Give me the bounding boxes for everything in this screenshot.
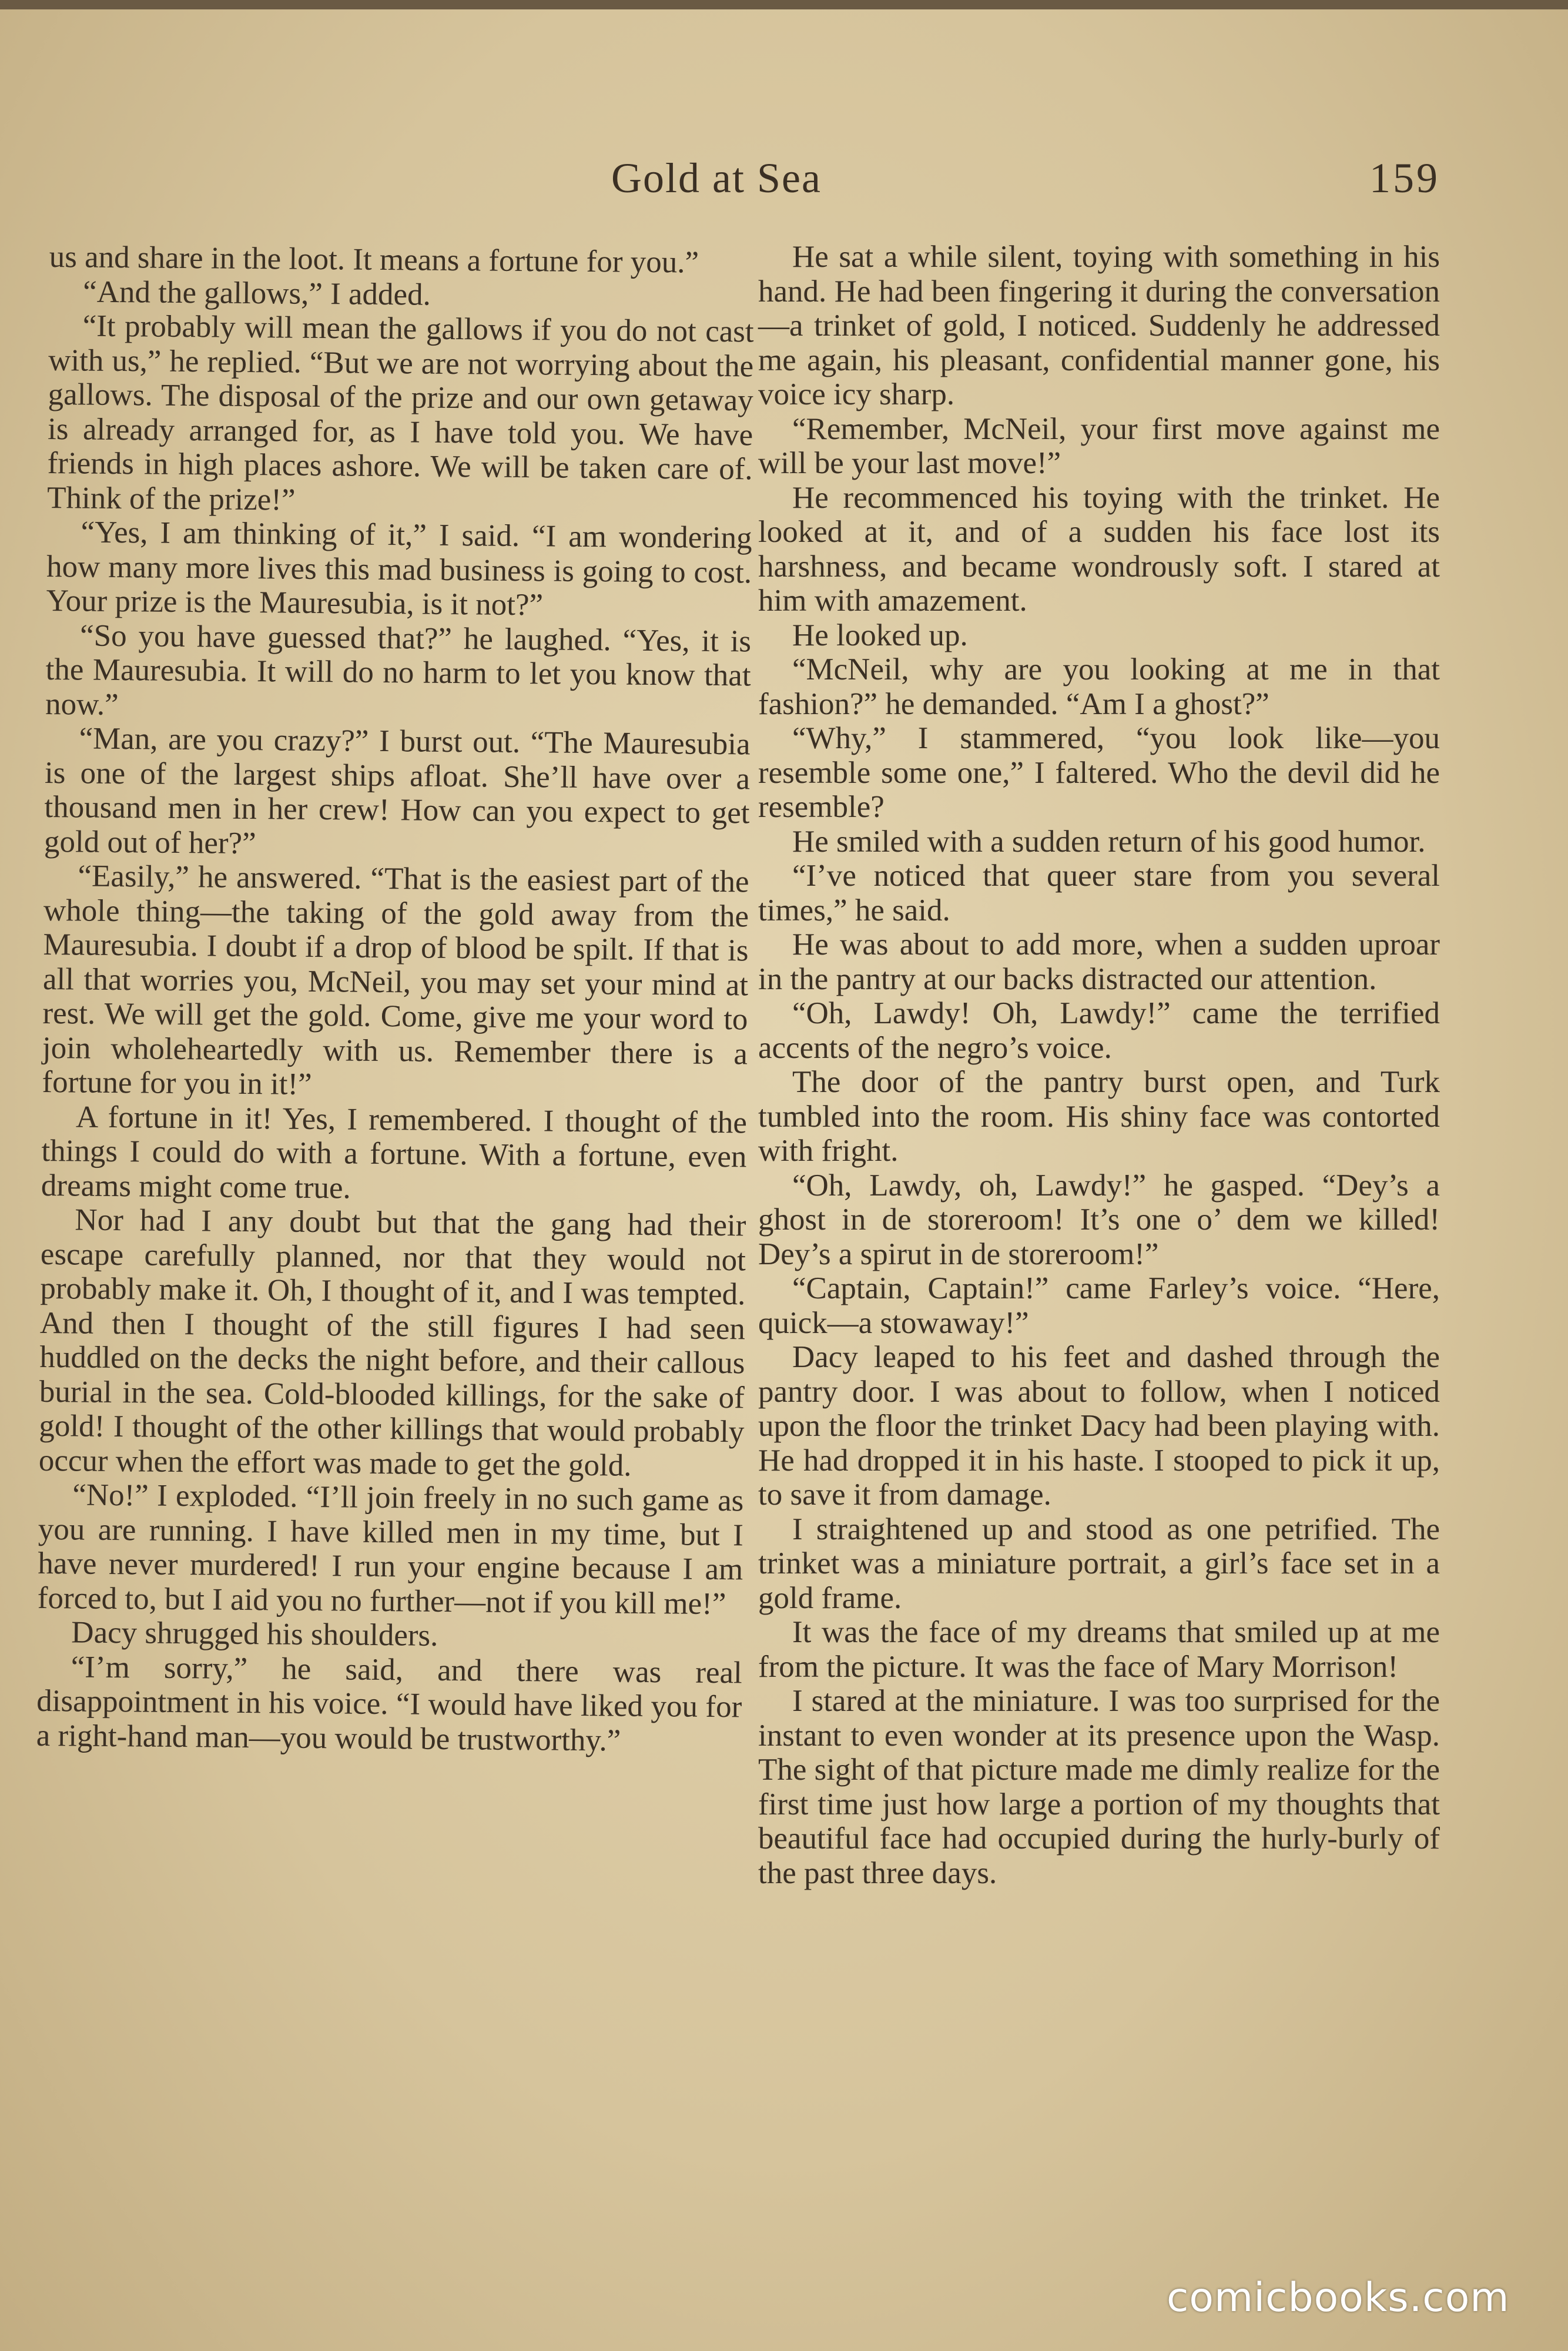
paragraph: Dacy leaped to his feet and dashed through the pantry door. I was about to follow, when I noticed upon the floor the trinket Dacy had been playing with. He had dropped it in his haste. I stooped to pick it up, to save it from damage. — [758, 1340, 1440, 1512]
paragraph: “No!” I exploded. “I’ll join freely in no such game as you are running. I have killed men in my time, but I have never murdered! I run your engine because I am forced to, but I aid you no further—not if you kill me!” — [37, 1478, 744, 1621]
paragraph: us and share in the loot. It means a fortune for you.” — [49, 240, 699, 280]
paragraph: “I’m sorry,” he said, and there was real disappointment in his voice. “I would have liked you for a right-hand man—you would be trustworthy.” — [36, 1649, 743, 1758]
paragraph: Dacy shrugged his shoulders. — [71, 1615, 438, 1653]
paragraph: He was about to add more, when a sudden uproar in the pantry at our backs distracted our attention. — [758, 927, 1440, 996]
paragraph: “Oh, Lawdy! Oh, Lawdy!” came the terrified accents of the negro’s voice. — [758, 996, 1440, 1065]
running-header — [0, 154, 1568, 207]
paragraph: “Captain, Captain!” came Farley’s voice. “Here, quick—a stowaway!” — [758, 1271, 1440, 1340]
page-top-edge — [0, 0, 1568, 9]
paragraph: A fortune in it! Yes, I remembered. I thought of the things I could do with a fortune. With a fortune, even dreams might come true. — [41, 1099, 748, 1205]
paragraph: “It probably will mean the gallows if you do not cast with us,” he replied. “But we are not worrying about the gallows. The disposal of the prize and our own getaway is already arranged for, as I have told you. We have friends in high places ashore. We will be taken care of. Think of the prize!” — [46, 309, 754, 517]
running-title: Gold at Sea — [611, 155, 822, 202]
paragraph: “Remember, McNeil, your first move against me will be your last move!” — [758, 411, 1440, 480]
page-number: 159 — [1369, 155, 1440, 202]
text-column-left — [36, 240, 755, 1759]
paragraph: “McNeil, why are you looking at me in that fashion?” he demanded. “Am I a ghost?” — [758, 652, 1440, 721]
paragraph: He recommenced his toying with the trinket. He looked at it, and of a sudden his face lost its harshness, and became wondrously soft. I stared at him with amazement. — [758, 480, 1440, 618]
paragraph: I stared at the miniature. I was too surprised for the instant to even wonder at its presence upon the Wasp. The sight of that picture made me dimly realize for the first time just how large a portion of my thoughts that beautiful face had occupied during the hurly-burly of the past three days. — [758, 1684, 1440, 1890]
paragraph: Nor had I any doubt but that the gang had their escape carefully planned, nor that they would not probably make it. Oh, I thought of it, and I was tempted. And then I thought of the still figures I had seen huddled on the decks the night before, and their callous burial in the sea. Cold-blooded killings, for the sake of gold! I thought of the other killings that would probably occur when the effort was made to get the gold. — [38, 1203, 746, 1483]
paragraph: “Man, are you crazy?” I burst out. “The Mauresubia is one of the largest ships afloat. She’ll have over a thousand men in her crew! How can you expect to get gold out of her?” — [43, 721, 751, 860]
paragraph: It was the face of my dreams that smiled up at me from the picture. It was the face of Mary Morrison! — [758, 1615, 1440, 1684]
paragraph: He smiled with a sudden return of his good humor. — [792, 824, 1426, 859]
paragraph: “So you have guessed that?” he laughed. “Yes, it is the Mauresubia. It will do no harm to let you know that now.” — [45, 618, 752, 722]
paragraph: He looked up. — [792, 618, 968, 652]
paragraph: “Yes, I am thinking of it,” I said. “I am wondering how many more lives this mad business is going to cost. Your prize is the Mauresubia, is it not?” — [46, 515, 752, 622]
paragraph: “Easily,” he answered. “That is the easiest part of the whole thing—the taking of the gold away from the Mauresubia. I doubt if a drop of blood be spilt. If that is all that worries you, McNeil, you may set your mind at rest. We will get the gold. Come, give me your word to join wholeheartedly with us. Remember there is a fortune for you in it!” — [42, 859, 749, 1101]
paragraph: “I’ve noticed that queer stare from you several times,” he said. — [758, 859, 1440, 927]
paragraph: “Oh, Lawdy, oh, Lawdy!” he gasped. “Dey’s a ghost in de storeroom! It’s one o’ dem we killed! Dey’s a spirut in de storeroom!” — [758, 1168, 1440, 1271]
watermark: comicbooks.com — [1167, 2275, 1510, 2321]
paragraph: The door of the pantry burst open, and Turk tumbled into the room. His shiny face was contorted with fright. — [758, 1065, 1440, 1168]
paragraph: I straightened up and stood as one petrified. The trinket was a miniature portrait, a girl’s face set in a gold frame. — [758, 1512, 1440, 1615]
paragraph: He sat a while silent, toying with something in his hand. He had been fingering it during the conversation—a trinket of gold, I noticed. Suddenly he addressed me again, his pleasant, confidential manner gone, his voice icy sharp. — [758, 240, 1440, 411]
paragraph: “And the gallows,” I added. — [82, 274, 431, 312]
paragraph: “Why,” I stammered, “you look like—you resemble some one,” I faltered. Who the devil did he resemble? — [758, 721, 1440, 824]
text-column-right — [758, 240, 1440, 1890]
